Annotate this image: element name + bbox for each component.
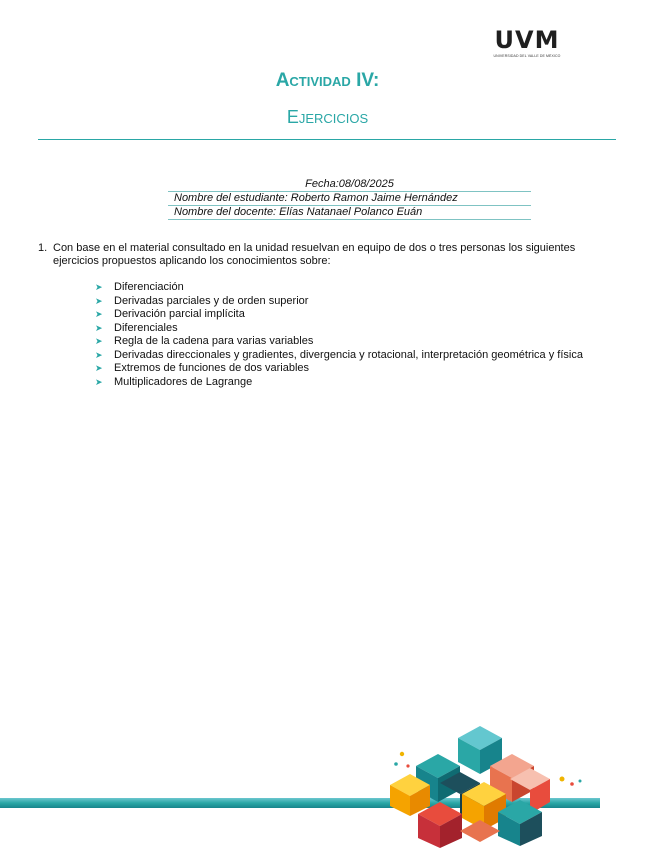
topic-text: Extremos de funciones de dos variables (114, 362, 310, 374)
list-item (95, 308, 615, 322)
logo-subtext: UNIVERSIDAD DEL VALLE DE MÉXICO (493, 54, 561, 58)
decorative-cubes-icon (380, 724, 605, 848)
document-subtitle: Ejercicios (286, 107, 369, 127)
list-item (95, 349, 615, 363)
arrow-bullet-icon: ➤ (95, 322, 103, 333)
question-text: Con base en el material consultado en la unidad resuelvan en equipo de dos o tres personas los siguientes ejercicios propuestos aplicando los conocimientos sobre: (53, 242, 576, 267)
topic-text: Multiplicadores de Lagrange (114, 375, 253, 388)
list-item (95, 295, 615, 309)
list-item (95, 322, 615, 336)
arrow-bullet-icon: ➤ (95, 363, 103, 373)
arrow-bullet-icon: ➤ (95, 282, 103, 292)
document-title: Actividad IV: (275, 70, 380, 91)
teacher-name-line: Nombre del docente: Elías Natanael Polanco Euán (168, 205, 531, 220)
student-name-line: Nombre del estudiante: Roberto Ramon Jaime Hernández (168, 191, 531, 205)
question-number: 1. (38, 242, 48, 254)
uvm-logo (492, 27, 562, 61)
list-item (95, 335, 615, 349)
list-item (95, 376, 615, 390)
list-item (95, 281, 615, 295)
list-item (95, 362, 615, 376)
date-line: Fecha:08/08/2025 (305, 178, 394, 190)
logo-text: UVM (494, 26, 560, 54)
topic-list (95, 281, 615, 389)
topic-text: Derivadas direccionales y gradientes, divergencia y rotacional, interpretación geométrica y física (114, 348, 583, 361)
topic-text: Regla de la cadena para varias variables (114, 335, 314, 347)
arrow-bullet-icon: ➤ (95, 309, 103, 319)
arrow-bullet-icon: ➤ (95, 349, 103, 360)
topic-text: Derivación parcial implícita (114, 308, 245, 320)
arrow-bullet-icon: ➤ (95, 376, 103, 387)
topic-text: Diferenciación (114, 281, 184, 293)
topic-text: Diferenciales (114, 321, 178, 334)
arrow-bullet-icon: ➤ (95, 295, 103, 306)
topic-text: Derivadas parciales y de orden superior (114, 294, 309, 307)
arrow-bullet-icon: ➤ (95, 336, 103, 346)
title-divider (38, 139, 616, 140)
